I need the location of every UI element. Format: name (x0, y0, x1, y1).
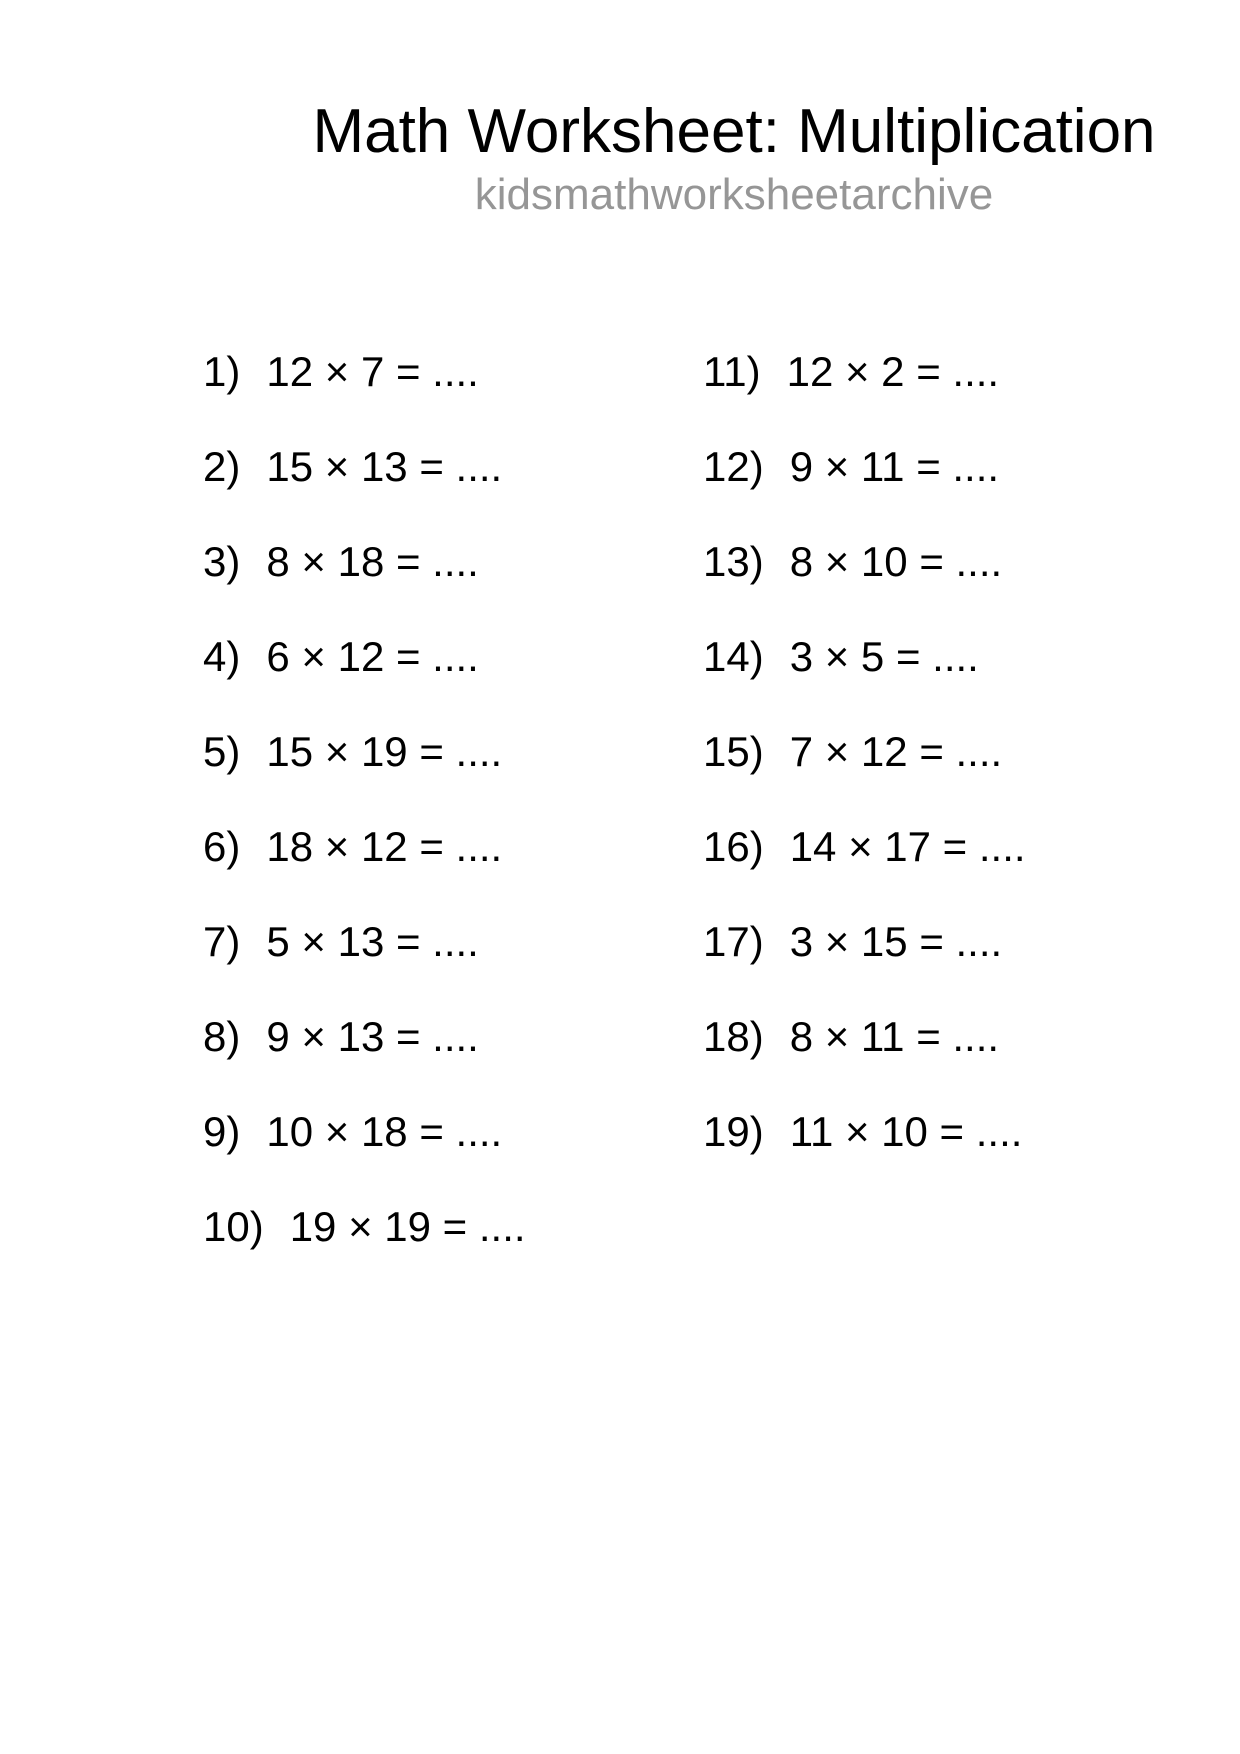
problem-label: 15) (703, 728, 764, 775)
problem-expression: 19 × 19 = .... (289, 1203, 526, 1250)
problem-row (203, 989, 526, 1084)
problem-row (203, 894, 526, 989)
page-subtitle: kidsmathworksheetarchive (474, 170, 994, 220)
problem-expression: 7 × 12 = .... (789, 728, 1003, 775)
problem-label: 10) (203, 1203, 264, 1250)
problem-row (203, 609, 526, 704)
problem-row (203, 514, 526, 609)
problem-row (703, 799, 1026, 894)
problem-row (703, 704, 1026, 799)
problem-label: 2) (203, 443, 241, 490)
page-title: Math Worksheet: Multiplication (312, 97, 1156, 166)
problem-row (703, 609, 1026, 704)
problem-expression: 8 × 18 = .... (266, 538, 479, 585)
worksheet-header (0, 0, 1240, 220)
problem-expression: 5 × 13 = .... (266, 918, 479, 965)
problem-expression: 8 × 11 = .... (789, 1013, 1000, 1060)
problem-label: 4) (203, 633, 241, 680)
problem-label: 6) (203, 823, 241, 870)
problem-row (703, 419, 1026, 514)
problem-expression: 8 × 10 = .... (789, 538, 1003, 585)
problem-label: 5) (203, 728, 241, 775)
problem-expression: 6 × 12 = .... (266, 633, 479, 680)
problem-row (703, 514, 1026, 609)
problem-expression: 12 × 7 = .... (266, 348, 479, 395)
problems-column-right (703, 324, 1026, 1179)
problem-row (203, 1084, 526, 1179)
problem-label: 19) (703, 1108, 764, 1155)
problem-row (703, 894, 1026, 989)
problem-row (203, 704, 526, 799)
problem-expression: 15 × 19 = .... (266, 728, 503, 775)
problem-expression: 18 × 12 = .... (266, 823, 503, 870)
problem-label: 9) (203, 1108, 241, 1155)
problem-row (703, 1084, 1026, 1179)
problem-label: 16) (703, 823, 764, 870)
problem-expression: 9 × 13 = .... (266, 1013, 479, 1060)
problem-label: 12) (703, 443, 764, 490)
problem-expression: 3 × 15 = .... (789, 918, 1003, 965)
problem-expression: 12 × 2 = .... (786, 348, 1000, 395)
problem-row (203, 799, 526, 894)
problem-label: 8) (203, 1013, 241, 1060)
problem-expression: 10 × 18 = .... (266, 1108, 503, 1155)
problem-label: 17) (703, 918, 764, 965)
problem-expression: 3 × 5 = .... (789, 633, 979, 680)
problem-row (703, 324, 1026, 419)
problem-expression: 11 × 10 = .... (789, 1108, 1023, 1155)
problem-label: 1) (203, 348, 241, 395)
problems-column-left (203, 324, 526, 1274)
problem-expression: 14 × 17 = .... (789, 823, 1026, 870)
problem-label: 18) (703, 1013, 764, 1060)
problem-row (203, 1179, 526, 1274)
problem-label: 7) (203, 918, 241, 965)
problem-expression: 9 × 11 = .... (789, 443, 1000, 490)
problem-label: 13) (703, 538, 764, 585)
problem-label: 3) (203, 538, 241, 585)
problem-row (203, 324, 526, 419)
problem-expression: 15 × 13 = .... (266, 443, 503, 490)
problem-label: 14) (703, 633, 764, 680)
problem-row (703, 989, 1026, 1084)
problem-row (203, 419, 526, 514)
problem-label: 11) (703, 348, 761, 395)
